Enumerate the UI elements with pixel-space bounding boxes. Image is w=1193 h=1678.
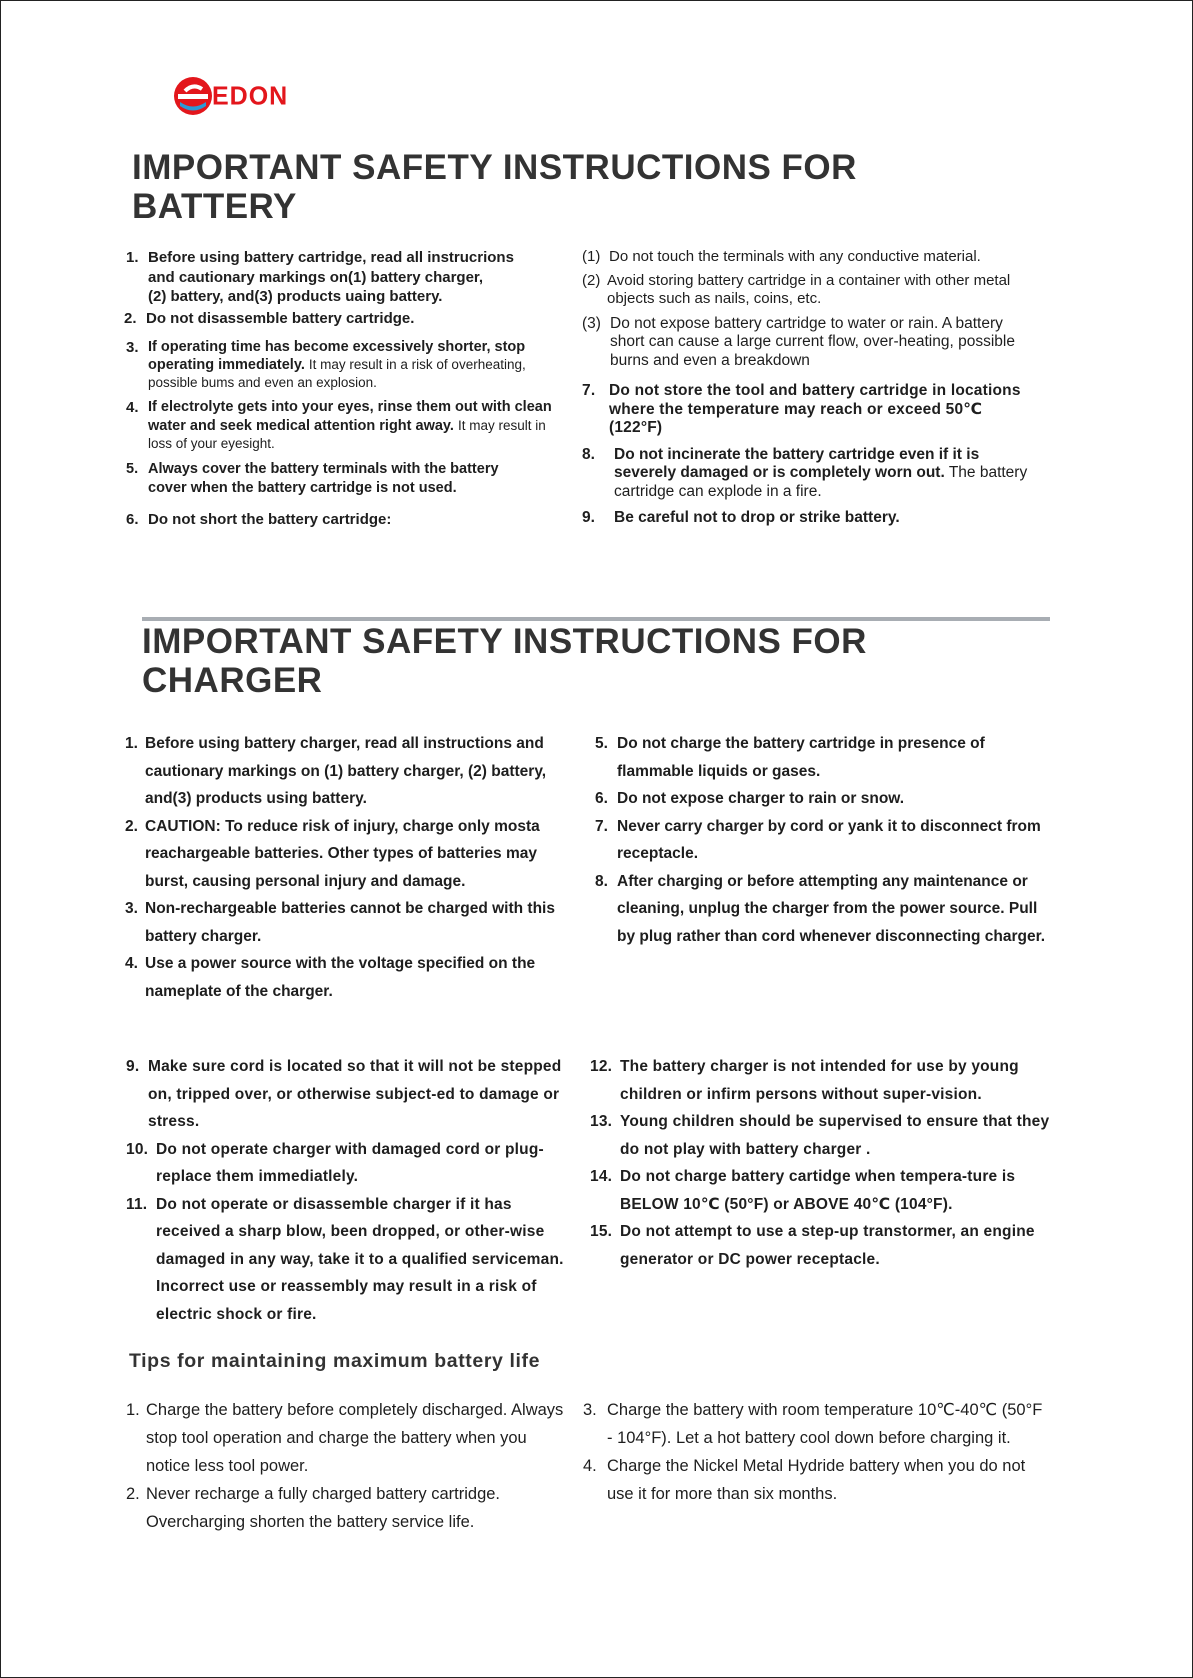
list-item: 2. CAUTION: To reduce risk of injury, charge only mosta reachargeable batteries. Other types of batteries may burst, causing personal injury and damage. (125, 817, 540, 890)
charger-left-column-2 (126, 1053, 566, 1328)
list-item: 9. Be careful not to drop or strike battery. (582, 509, 900, 526)
battery-left-column (126, 248, 566, 535)
list-item: 1. Before using battery cartridge, read all instrucrions and cautionary markings on(1) battery charger, (2) battery, and(3) products uaing battery. (126, 249, 514, 305)
section-divider (142, 617, 1050, 621)
battery-title-line2: BATTERY (132, 187, 297, 226)
list-item: 8. After charging or before attempting any maintenance or cleaning, unplug the charger from the power source. Pull by plug rather than cord whenever disconnecting charger. (595, 872, 1046, 945)
charger-title-line1: IMPORTANT SAFETY INSTRUCTIONS FOR (142, 622, 867, 661)
brand-name: EDON (212, 80, 289, 111)
list-item: 2. Never recharge a fully charged battery cartridge. Overcharging shorten the battery service life. (126, 1485, 501, 1531)
list-item: 4. Use a power source with the voltage specified on the nameplate of the charger. (125, 955, 536, 1000)
tips-right-column (583, 1396, 1043, 1508)
battery-right-column (582, 248, 1037, 534)
list-item: 14. Do not charge battery cartidge when tempera-ture is BELOW 10℃ (50°F) or ABOVE 40℃ (104°F). (590, 1168, 1016, 1213)
list-item: 4. Charge the Nickel Metal Hydride battery when you do not use it for more than six months. (583, 1457, 1026, 1503)
list-item: 4. If electrolyte gets into your eyes, rinse them out with clean water and seek medical attention right away. It may result in loss of your eyesight. (126, 399, 552, 451)
list-item: (2) Avoid storing battery cartridge in a container with other metal objects such as nails, coins, etc. (582, 271, 1011, 307)
list-item: 10. Do not operate charger with damaged cord or plug-replace them immediatlely. (126, 1140, 544, 1185)
list-item: 3. Charge the battery with room temperature 10℃-40℃ (50°F - 104°F). Let a hot battery cool down before charging it. (583, 1401, 1043, 1447)
charger-left-column (125, 730, 570, 1005)
list-item: 5. Always cover the battery terminals with the battery cover when the battery cartridge is not used. (126, 460, 499, 496)
list-item: (3) Do not expose battery cartridge to water or rain. A battery short can cause a large current flow, over-heating, possible burns and even a breakdown (582, 314, 1015, 369)
edon-logo-icon (172, 75, 214, 117)
list-item: 7. Never carry charger by cord or yank it to disconnect from receptacle. (595, 817, 1041, 862)
charger-right-column (595, 730, 1055, 950)
list-item: 5. Do not charge the battery cartridge in presence of flammable liquids or gases. (595, 735, 985, 780)
charger-right-column-2 (590, 1053, 1055, 1273)
battery-section-title (132, 148, 857, 226)
list-item: 8. Do not incinerate the battery cartridge even if it is severely damaged or is completely worn out. The battery cartridge can explode in a fire. (582, 445, 1028, 500)
charger-title-line2: CHARGER (142, 661, 323, 700)
list-item: 1. Before using battery charger, read all instructions and cautionary markings on (1) battery charger, (2) battery, and(3) products using battery. (125, 735, 547, 807)
list-item: 7. Do not store the tool and battery cartridge in locations where the temperature may reach or exceed 50℃ (122°F) (582, 382, 1021, 436)
list-item: 2. Do not disassemble battery cartridge. (124, 309, 415, 327)
list-item: 15. Do not attempt to use a step-up transtormer, an engine generator or DC power receptacle. (590, 1223, 1035, 1268)
tips-title: Tips for maintaining maximum battery life (129, 1350, 541, 1372)
list-item: 3. Non-rechargeable batteries cannot be charged with this battery charger. (125, 900, 555, 945)
brand-logo (172, 76, 288, 116)
list-item: 1. Charge the battery before completely discharged. Always stop tool operation and charge the battery when you notice less tool power. (126, 1401, 564, 1475)
battery-title-line1: IMPORTANT SAFETY INSTRUCTIONS FOR (132, 148, 857, 187)
list-item: (1) Do not touch the terminals with any conductive material. (582, 248, 981, 265)
list-item: 13. Young children should be supervised to ensure that they do not play with battery charger . (590, 1113, 1050, 1158)
list-item: 3. If operating time has become excessively shorter, stop operating immediately. It may result in a risk of overheating, possible bums and even an explosion. (126, 339, 526, 390)
list-item: 11. Do not operate or disassemble charger if it has received a sharp blow, been dropped, or other-wise damaged in any way, take it to a qualified serviceman. Incorrect use or reassembly may result in a risk of electric shock or fire. (126, 1195, 564, 1323)
list-item: 6. Do not short the battery cartridge: (126, 510, 392, 528)
charger-section-title (142, 622, 867, 700)
list-item: 9. Make sure cord is located so that it will not be stepped on, tripped over, or otherwise subject-ed to damage or stress. (126, 1058, 562, 1130)
tips-left-column (126, 1396, 566, 1536)
list-item: 6. Do not expose charger to rain or snow. (595, 790, 905, 807)
list-item: 12. The battery charger is not intended for use by young children or infirm persons without super-vision. (590, 1058, 1019, 1103)
